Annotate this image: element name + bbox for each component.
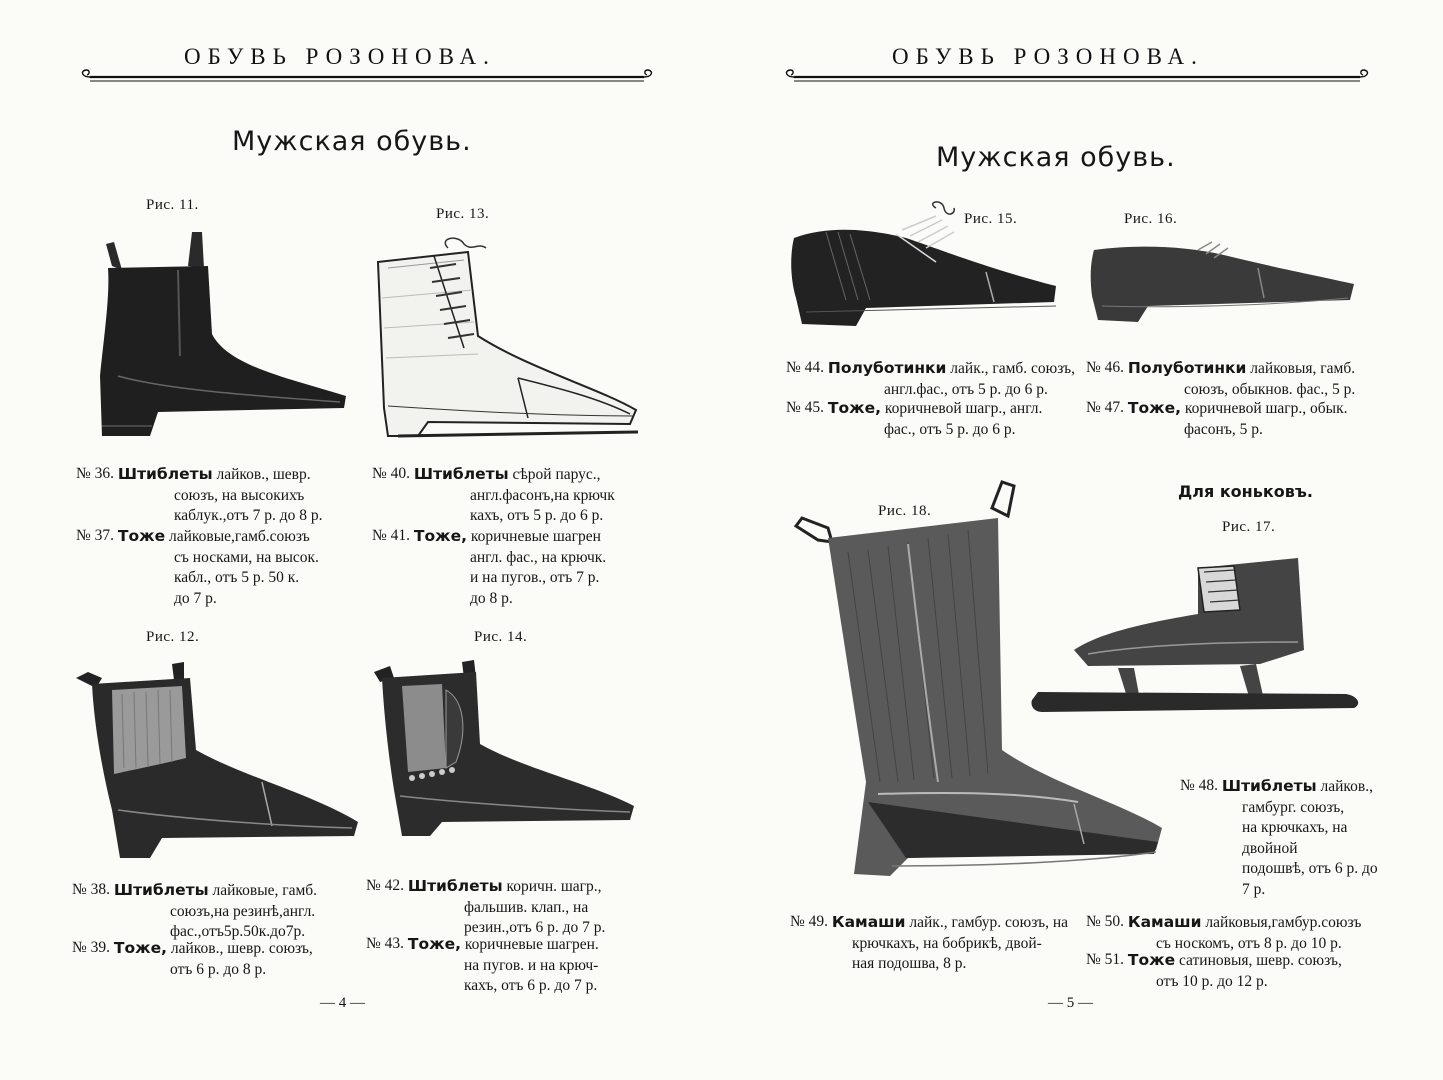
header-rule <box>782 68 1372 86</box>
lace-up-canvas-boot-icon <box>368 238 640 438</box>
figure-label-15: Рис. 15. <box>964 211 1018 227</box>
right-page <box>722 0 1443 1080</box>
catalog-entry-51 <box>1086 950 1342 992</box>
item-number: № 48. <box>1180 777 1219 794</box>
item-description-line: лайков., шевр. союзъ, <box>170 940 313 957</box>
item-description-line: гамбург. союзъ, <box>1242 798 1345 816</box>
ice-skate-boot-icon <box>1028 554 1362 724</box>
item-description-line: фас.,отъ5р.50к.до7р. <box>170 923 306 940</box>
item-description-line: коричневой шагр., англ. <box>884 400 1043 417</box>
figure-label-16: Рис. 16. <box>1124 211 1178 227</box>
item-description-line: на крючкахъ, на <box>1242 819 1348 836</box>
item-name: Тоже, <box>827 399 881 417</box>
catalog-entry-50 <box>1086 912 1361 954</box>
catalog-entry-48 <box>1180 776 1378 900</box>
item-number: № 43. <box>366 935 405 952</box>
item-description-line: лайков., <box>1320 778 1373 795</box>
catalog-entry-49 <box>790 912 1068 975</box>
item-description-line: лайк., гамб. союзъ, <box>950 360 1075 377</box>
skates-subheading: Для коньковъ. <box>1178 482 1313 501</box>
item-number: № 51. <box>1086 951 1125 968</box>
item-description-line: союзъ, на высокихъ <box>174 486 305 504</box>
item-description-line: до 8 р. <box>470 589 513 607</box>
item-description-line: фасонъ, 5 р. <box>1184 420 1263 438</box>
item-description-line: подошвѣ, отъ 6 р. до <box>1242 860 1378 877</box>
item-number: № 49. <box>790 913 829 930</box>
item-name: Тоже <box>117 527 166 545</box>
item-description-line: коричневые шагрен <box>470 528 601 545</box>
oxford-shoe-icon <box>786 208 1066 330</box>
item-number: № 40. <box>372 465 411 482</box>
item-number: № 46. <box>1086 359 1125 376</box>
item-description-line: лайковыя, гамб. <box>1250 360 1356 377</box>
catalog-entry-42 <box>366 876 605 939</box>
gusset-boot-icon <box>72 660 362 860</box>
catalog-entry-37 <box>76 526 319 609</box>
figure-label-12: Рис. 12. <box>146 629 200 645</box>
item-description-line: союзъ, обыкнов. фас., 5 р. <box>1184 380 1356 398</box>
item-name: Штиблеты <box>1221 777 1317 795</box>
item-description-line: англ. фас., на крючк. <box>470 548 607 566</box>
item-description-line: коричневой шагр., обык. <box>1184 400 1348 417</box>
elastic-side-boot-icon <box>78 226 350 438</box>
item-description-line: на пугов. и на крюч- <box>464 956 599 974</box>
item-description-line: лайк., гамбур. союзъ, на <box>909 914 1069 931</box>
item-number: № 37. <box>76 527 115 544</box>
item-description-line: лайковые, гамб. <box>212 882 318 899</box>
item-description-line: каблук.,отъ 7 р. до 8 р. <box>174 507 323 524</box>
item-description-line: лайков., шевр. <box>216 466 311 483</box>
item-name: Штиблеты <box>413 465 509 483</box>
item-name: Штиблеты <box>407 877 503 895</box>
item-description-line: 7 р. <box>1242 880 1266 898</box>
catalog-entry-47 <box>1086 398 1348 440</box>
catalog-entry-46 <box>1086 358 1355 400</box>
item-number: № 44. <box>786 359 825 376</box>
item-description-line: двойной <box>1242 839 1298 857</box>
figure-label-17: Рис. 17. <box>1222 519 1276 535</box>
figure-label-11: Рис. 11. <box>146 197 199 213</box>
item-number: № 42. <box>366 877 405 894</box>
running-head: ОБУВЬ РОЗОНОВА. <box>184 44 496 69</box>
item-number: № 45. <box>786 399 825 416</box>
catalog-entry-43 <box>366 934 599 997</box>
item-description-line: фальшив. клап., на <box>464 898 589 916</box>
item-description-line: съ носкомъ, отъ 8 р. до 10 р. <box>1156 934 1342 952</box>
item-name: Камаши <box>1127 913 1202 931</box>
left-page <box>0 0 721 1080</box>
item-name: Штиблеты <box>117 465 213 483</box>
page-number: — 5 — <box>1048 995 1093 1011</box>
catalog-entry-44 <box>786 358 1075 400</box>
item-description-line: отъ 10 р. до 12 р. <box>1156 972 1268 990</box>
item-description-line: союзъ,на резинѣ,англ. <box>170 902 316 920</box>
figure-label-14: Рис. 14. <box>474 629 528 645</box>
item-description-line: и на пугов., отъ 7 р. <box>470 569 600 586</box>
item-description-line: ная подошва, 8 р. <box>852 955 967 972</box>
item-description-line: коричневые шагрен. <box>464 936 599 953</box>
item-description-line: лайковые,гамб.союзъ <box>168 528 310 545</box>
item-number: № 38. <box>72 881 111 898</box>
item-description-line: до 7 р. <box>174 589 217 607</box>
item-number: № 47. <box>1086 399 1125 416</box>
page-heading: Мужская обувь. <box>936 142 1176 173</box>
item-name: Тоже <box>1127 951 1176 969</box>
item-description-line: съ носками, на высок. <box>174 548 319 566</box>
catalog-entry-36 <box>76 464 323 527</box>
item-number: № 50. <box>1086 913 1125 930</box>
item-description-line: отъ 6 р. до 8 р. <box>170 960 267 978</box>
catalog-entry-45 <box>786 398 1042 440</box>
item-name: Полуботинки <box>827 359 947 377</box>
item-description-line: фас., отъ 5 р. до 6 р. <box>884 420 1016 438</box>
figure-label-13: Рис. 13. <box>436 206 490 222</box>
item-description-line: кахъ, отъ 5 р. до 6 р. <box>470 507 604 524</box>
item-description-line: кахъ, отъ 6 р. до 7 р. <box>464 977 598 994</box>
page-heading: Мужская обувь. <box>232 126 472 157</box>
item-description-line: крючкахъ, на бобрикѣ, двой- <box>852 934 1042 952</box>
item-description-line: англ.фас., отъ 5 р. до 6 р. <box>884 380 1048 398</box>
item-name: Тоже, <box>1127 399 1181 417</box>
catalog-entry-40 <box>372 464 615 527</box>
item-name: Камаши <box>831 913 906 931</box>
item-name: Штиблеты <box>113 881 209 899</box>
button-side-boot-icon <box>372 660 638 836</box>
figure-label-18: Рис. 18. <box>878 503 932 519</box>
item-description-line: резин.,отъ 6 р. до 7 р. <box>464 919 606 936</box>
item-number: № 36. <box>76 465 115 482</box>
item-description-line: англ.фасонъ,на крючк <box>470 486 615 504</box>
low-shoe-icon <box>1088 236 1360 324</box>
catalog-entry-41 <box>372 526 606 609</box>
item-description-line: сѣрой парус., <box>512 466 601 483</box>
page-number: — 4 — <box>320 995 365 1011</box>
item-name: Тоже, <box>413 527 467 545</box>
item-description-line: кабл., отъ 5 р. 50 к. <box>174 569 300 586</box>
item-description-line: коричн. шагр., <box>506 878 602 895</box>
item-number: № 41. <box>372 527 411 544</box>
header-rule <box>78 68 656 86</box>
item-description-line: сатиновыя, шевр. союзъ, <box>1178 952 1342 969</box>
item-number: № 39. <box>72 939 111 956</box>
catalog-entry-38 <box>72 880 317 943</box>
catalog-entry-39 <box>72 938 313 980</box>
item-name: Тоже, <box>407 935 461 953</box>
item-name: Тоже, <box>113 939 167 957</box>
item-description-line: лайковыя,гамбур.союзъ <box>1205 914 1362 931</box>
item-name: Полуботинки <box>1127 359 1247 377</box>
running-head: ОБУВЬ РОЗОНОВА. <box>892 44 1204 69</box>
